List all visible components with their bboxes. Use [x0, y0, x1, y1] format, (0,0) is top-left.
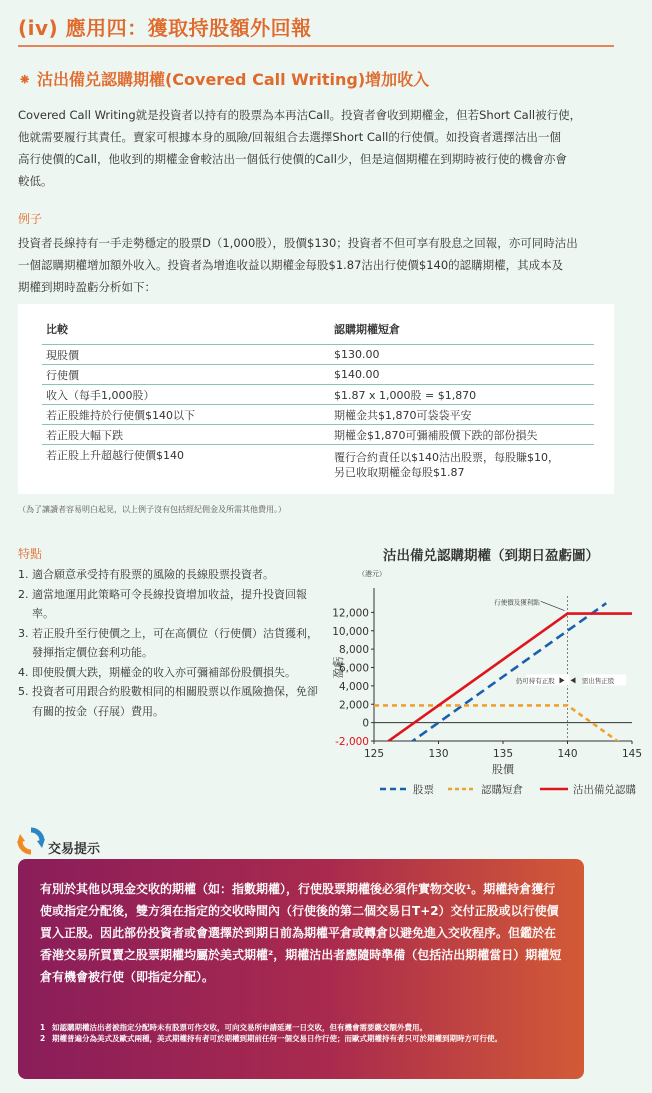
sub-title: ⁕ 沽出備兑認購期權(Covered Call Writing)增加收入 — [18, 70, 430, 89]
footnote — [40, 1022, 570, 1033]
tips-footnotes — [40, 1022, 570, 1044]
x-tick-label: 135 — [492, 748, 514, 760]
legend-label: 沽出備兑認購 — [573, 784, 636, 796]
tips-body: 有別於其他以現金交收的期權（如：指數期權），行使股票期權後必須作實物交收¹。期權持倉獲行使或指定分配後，雙方須在指定的交收時間內（行使後的第二個交易日T+2）交付正股或以行使價買入正股。因此部份投資者或會選擇於到期日前為期權平倉或轉倉以避免進入交收程序。但鑑於在香港交易所買賣之股票期權均屬於美式期權²，期權沽出者應隨時準備（包括沽出期權當日）期權短倉有機會被行使（即指定分配）。 — [40, 882, 562, 984]
table-cell: $130.00 — [330, 345, 594, 365]
intro-paragraph — [18, 104, 618, 192]
refresh-icon — [16, 826, 46, 856]
list-item — [18, 663, 318, 683]
example-line: 期權到期時盈虧分析如下： — [18, 280, 156, 294]
list-item-text: 若正股升至行使價之上，可在高價位（行使價）沽貨獲利，發揮指定價位套利功能。 — [32, 626, 318, 659]
footnote-number: 2 — [40, 1034, 46, 1043]
list-item — [18, 624, 318, 663]
annotation-strike-label: 行使價及獲利點 — [494, 598, 540, 607]
list-item-text: 即使股價大跌，期權金的收入亦可彌補部份股價損失。 — [32, 665, 296, 679]
table-row — [42, 365, 594, 385]
y-tick-label: 0 — [362, 717, 369, 730]
intro-line: Covered Call Writing就是投資者以持有的股票為本再沽Call。投資者會收到期權金，但若Short Call被行使， — [18, 108, 582, 122]
table-row — [42, 425, 594, 445]
comparison-table — [42, 314, 594, 484]
list-item — [18, 585, 318, 624]
x-tick-label: 140 — [557, 748, 578, 760]
table-cell: 期權金$1,870可彌補股價下跌的部份損失 — [330, 425, 594, 445]
y-tick-label: 6,000 — [338, 662, 369, 675]
annotation-sell-label: 需出售正股 — [581, 676, 615, 685]
intro-line: 較低。 — [18, 174, 53, 188]
table-row — [42, 445, 594, 485]
table-cell: 行使價 — [42, 365, 330, 385]
footnote-number: 1 — [40, 1023, 46, 1032]
table-cell: $1.87 x 1,000股 = $1,870 — [330, 385, 594, 405]
table-header-cell: 認購期權短倉 — [330, 314, 594, 345]
y-tick-label: 4,000 — [338, 680, 369, 693]
comparison-table-panel — [18, 304, 614, 494]
legend-label: 股票 — [413, 784, 434, 796]
tips-title: 交易提示 — [48, 842, 101, 857]
list-item-text: 適合願意承受持有股票的風險的長線股票投資者。 — [32, 568, 274, 581]
intro-line: 他就需要履行其責任。賣家可根據本身的風險/回報組合去選擇Short Call的行使價。如投資者選擇沽出一個 — [18, 130, 561, 144]
table-header-cell: 比較 — [42, 314, 330, 345]
footnote-text: 期權普遍分為美式及歐式兩種，美式期權持有者可於期權到期前任何一個交易日作行使；而歐式期權持有者只可於期權到期時方可行使。 — [52, 1034, 502, 1043]
series-line-1 — [374, 603, 606, 768]
list-item-number: 4. — [18, 665, 29, 679]
list-item — [18, 565, 318, 585]
list-item-number: 2. — [18, 587, 29, 601]
example-line: 投資者長線持有一手走勢穩定的股票D（1,000股），股價$130；投資者不但可享有股息之回報，亦可同時沽出 — [18, 236, 578, 250]
table-cell: 若正股維持於行使價$140以下 — [42, 405, 330, 425]
table-cell: $140.00 — [330, 365, 594, 385]
example-label: 例子 — [18, 212, 43, 226]
list-item-text: 適當地運用此策略可令長線投資增加收益，提升投資回報率。 — [32, 587, 307, 620]
table-note: （為了讓讀者容易明白起見，以上例子沒有包括經紀佣金及所需其他費用。） — [18, 505, 286, 514]
example-line: 一個認購期權增加額外收入。投資者為增進收益以期權金每股$1.87沽出行使價$140的認購期權，其成本及 — [18, 258, 564, 272]
footnote-text: 如認購期權沽出者被指定分配時未有股票可作交收，可向交易所申請延遲一日交收，但有機會需要繳交額外費用。 — [52, 1023, 427, 1032]
chart-title: 沽出備兑認購期權（到期日盈虧圖） — [383, 548, 599, 564]
table-cell: 覆行合約責任以$140沽出股票，每股賺$10， 另已收取期權金每股$1.87 — [334, 450, 559, 479]
intro-line: 高行使價的Call，他收到的期權金會較沽出一個低行使價的Call少，但是這個期權在到期時被行使的機會亦會 — [18, 152, 567, 166]
y-axis-title: 盈虧 — [332, 656, 345, 679]
list-item-number: 1. — [18, 568, 29, 581]
payoff-chart — [330, 566, 652, 806]
table-row — [42, 405, 594, 425]
list-item-number: 3. — [18, 626, 29, 640]
features-list — [18, 565, 318, 721]
table-header-row — [42, 314, 594, 345]
legend-label: 認購短倉 — [481, 784, 523, 796]
features-label: 特點 — [18, 547, 43, 561]
list-item — [18, 682, 318, 721]
table-cell: 期權金共$1,870可袋袋平安 — [330, 405, 594, 425]
table-cell: 若正股大幅下跌 — [42, 425, 330, 445]
footnote — [40, 1033, 570, 1044]
y-tick-label: 8,000 — [338, 644, 369, 657]
table-cell: 現股價 — [42, 345, 330, 365]
x-tick-label: 125 — [363, 748, 385, 760]
y-tick-label: 2,000 — [338, 699, 369, 712]
section-title: (iv) 應用四：獲取持股額外回報 — [18, 16, 312, 40]
x-tick-label: 130 — [428, 748, 449, 760]
series-line-2 — [374, 705, 632, 751]
unit-label: （港元） — [358, 570, 386, 578]
list-item-number: 5. — [18, 685, 29, 698]
table-cell: 若正股上升超越行使價$140 — [46, 449, 184, 462]
table-row — [42, 385, 594, 405]
arrow-right-icon — [571, 677, 576, 683]
table-cell: 收入（每手1,000股） — [42, 385, 330, 405]
x-tick-label: 145 — [621, 748, 643, 760]
x-axis-title: 股價 — [492, 763, 514, 776]
list-item-text: 投資者可用跟合約股數相同的相關股票以作風險擔保，免卻有關的按金（孖展）費用。 — [32, 685, 318, 718]
annotation-hold-label: 仍可持有正股 — [515, 676, 555, 685]
annotation-pointer — [541, 601, 565, 610]
y-tick-label: 12,000 — [332, 607, 369, 620]
y-tick-label: 10,000 — [332, 625, 369, 638]
example-paragraph — [18, 232, 618, 298]
y-tick-label: -2,000 — [335, 736, 369, 748]
title-divider — [18, 45, 614, 47]
table-row — [42, 345, 594, 365]
